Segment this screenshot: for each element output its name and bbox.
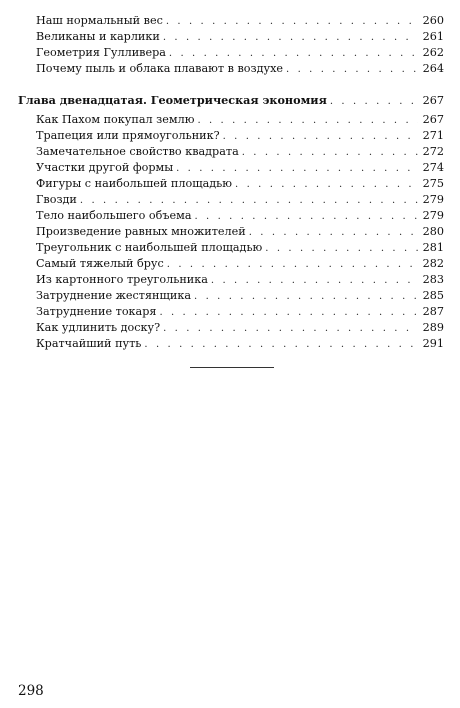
dot-leader [242, 145, 418, 161]
dot-leader [265, 241, 418, 257]
toc-entry [36, 112, 444, 128]
toc-entry-page: 264 [418, 61, 444, 77]
toc-entry-page: 280 [418, 224, 444, 240]
toc-entry-page: 291 [418, 336, 444, 352]
dot-leader [249, 225, 418, 241]
toc-entry [36, 256, 444, 272]
toc-entry-page: 275 [418, 176, 444, 192]
toc-entry-title: Треугольник с наибольшей площадью [36, 240, 265, 256]
toc-entry [36, 144, 444, 160]
toc-entry-title: Как удлинить доску? [36, 320, 163, 336]
toc-entry [36, 29, 444, 45]
dot-leader [330, 94, 418, 110]
dot-leader [169, 46, 418, 62]
dot-leader [159, 305, 418, 321]
toc-entry [36, 208, 444, 224]
dot-leader [144, 337, 418, 353]
dot-leader [197, 113, 418, 129]
toc-entry-page: 271 [418, 128, 444, 144]
toc-entry-title: Наш нормальный вес [36, 13, 166, 29]
toc-entry-title: Почему пыль и облака плавают в воздухе [36, 61, 286, 77]
dot-leader [195, 209, 419, 225]
toc-entry-title: Самый тяжелый брус [36, 256, 167, 272]
dot-leader [80, 193, 418, 209]
toc-entry [36, 13, 444, 29]
dot-leader [163, 321, 418, 337]
toc-entry-title: Кратчайший путь [36, 336, 144, 352]
toc-entry-title: Участки другой формы [36, 160, 176, 176]
toc-entry [36, 240, 444, 256]
toc-entry-page: 260 [418, 13, 444, 29]
chapter-title: Глава двенадцатая. Геометрическая экономия [18, 92, 330, 108]
dot-leader [176, 161, 418, 177]
dot-leader [223, 129, 418, 145]
toc-entry-title: Затруднение жестянщика [36, 288, 194, 304]
dot-leader [286, 62, 418, 78]
toc-entry [36, 288, 444, 304]
toc-entry-page: 289 [418, 320, 444, 336]
toc-entry-page: 287 [418, 304, 444, 320]
dot-leader [194, 289, 418, 305]
toc-entry-title: Тело наибольшего объема [36, 208, 195, 224]
toc-entry-title: Замечательное свойство квадрата [36, 144, 242, 160]
dot-leader [163, 30, 418, 46]
toc-entry-title: Фигуры с наибольшей площадью [36, 176, 235, 192]
toc-entry-page: 283 [418, 272, 444, 288]
toc-entry-title: Трапеция или прямоугольник? [36, 128, 223, 144]
toc-entry [36, 61, 444, 77]
toc-entry-page: 281 [418, 240, 444, 256]
toc-entry-page: 267 [418, 112, 444, 128]
toc-entry-title: Гвозди [36, 192, 80, 208]
toc-entry [36, 272, 444, 288]
toc-entry-title: Произведение равных множителей [36, 224, 249, 240]
dot-leader [235, 177, 418, 193]
section-end-rule [190, 367, 274, 368]
toc-entry [36, 224, 444, 240]
toc-entry-title: Затруднение токаря [36, 304, 159, 320]
toc-entry-title: Как Пахом покупал землю [36, 112, 197, 128]
toc-entry-title: Геометрия Гулливера [36, 45, 169, 61]
toc-entry-page: 279 [418, 208, 444, 224]
page-number: 298 [18, 683, 44, 699]
toc-entry-page: 282 [418, 256, 444, 272]
toc-entry-page: 285 [418, 288, 444, 304]
toc-entry [36, 176, 444, 192]
toc-entry-title: Из картонного треугольника [36, 272, 211, 288]
toc-entry-page: 262 [418, 45, 444, 61]
dot-leader [211, 273, 418, 289]
toc-entry [36, 304, 444, 320]
toc-entry-title: Великаны и карлики [36, 29, 163, 45]
dot-leader [167, 257, 418, 273]
toc-entry [36, 45, 444, 61]
toc-entry [36, 336, 444, 352]
toc-entry [36, 128, 444, 144]
toc-entry-page: 272 [418, 144, 444, 160]
toc-entry [36, 160, 444, 176]
dot-leader [166, 14, 418, 30]
toc-entry [36, 192, 444, 208]
chapter-page: 267 [418, 93, 444, 109]
toc-entry-page: 274 [418, 160, 444, 176]
toc-entry [36, 320, 444, 336]
toc-entry-page: 261 [418, 29, 444, 45]
toc-entry-page: 279 [418, 192, 444, 208]
toc-chapter-heading [18, 92, 444, 108]
